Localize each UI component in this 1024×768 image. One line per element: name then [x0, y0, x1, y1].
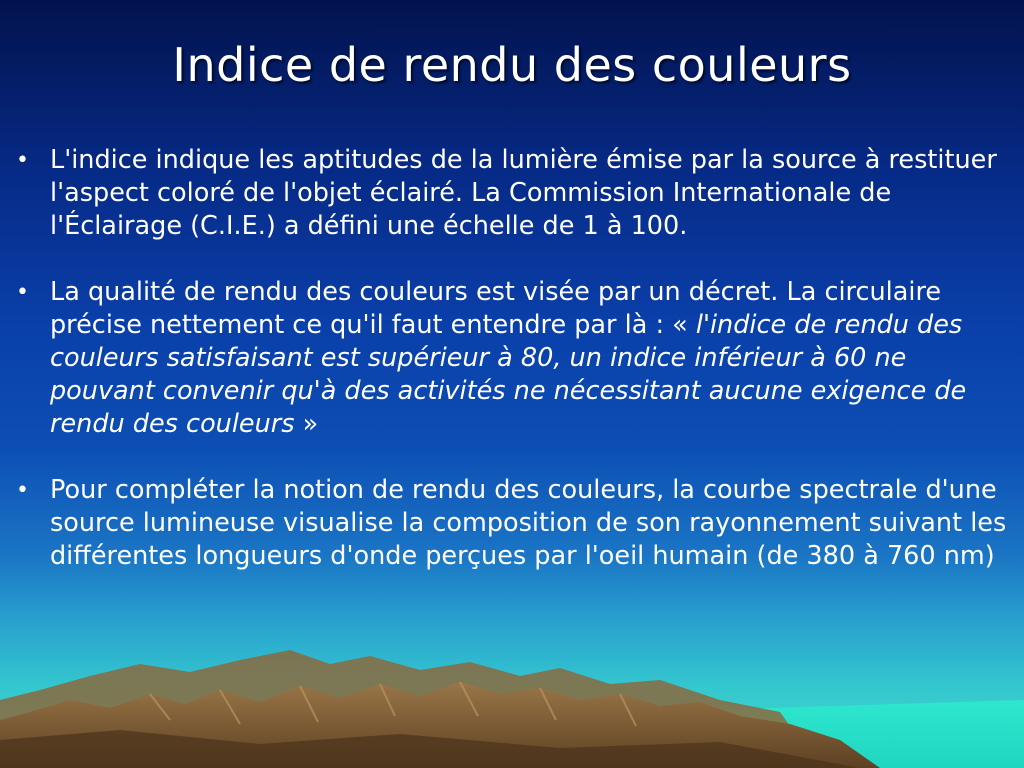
slide-title: Indice de rendu des couleurs: [172, 38, 852, 92]
bullet-item-2: [14, 276, 1016, 441]
bullet-icon: •: [16, 478, 29, 503]
bullet-text-1: L'indice indique les aptitudes de la lumière émise par la source à restituer l'aspect coloré de l'objet éclairé. La Commission Internationale de l'Éclairage (C.I.E.) a défini une échelle de 1 à 100.: [50, 145, 997, 241]
bullet-text-3: Pour compléter la notion de rendu des couleurs, la courbe spectrale d'une source lumineuse visualise la composition de son rayonnement suivant les différentes longueurs d'onde perçues par l'oeil humain (de 380 à 760 nm): [50, 475, 1007, 571]
bullet-item-3: [14, 474, 1016, 573]
bullet-list: [14, 144, 1016, 606]
bullet-item-1: [14, 144, 1016, 243]
bullet-text-2-quote: l'indice de rendu des couleurs satisfaisant est supérieur à 80, un indice inférieur à 60 ne pouvant convenir qu'à des activités ne nécessitant aucune exigence de rendu des couleurs: [50, 310, 967, 439]
bullet-text-2-after: »: [294, 409, 319, 439]
bullet-icon: •: [16, 280, 29, 305]
bullet-text-2-before: La qualité de rendu des couleurs est visée par un décret. La circulaire précise nettement ce qu'il faut entendre par là : «: [50, 277, 942, 340]
bullet-icon: •: [16, 148, 29, 173]
